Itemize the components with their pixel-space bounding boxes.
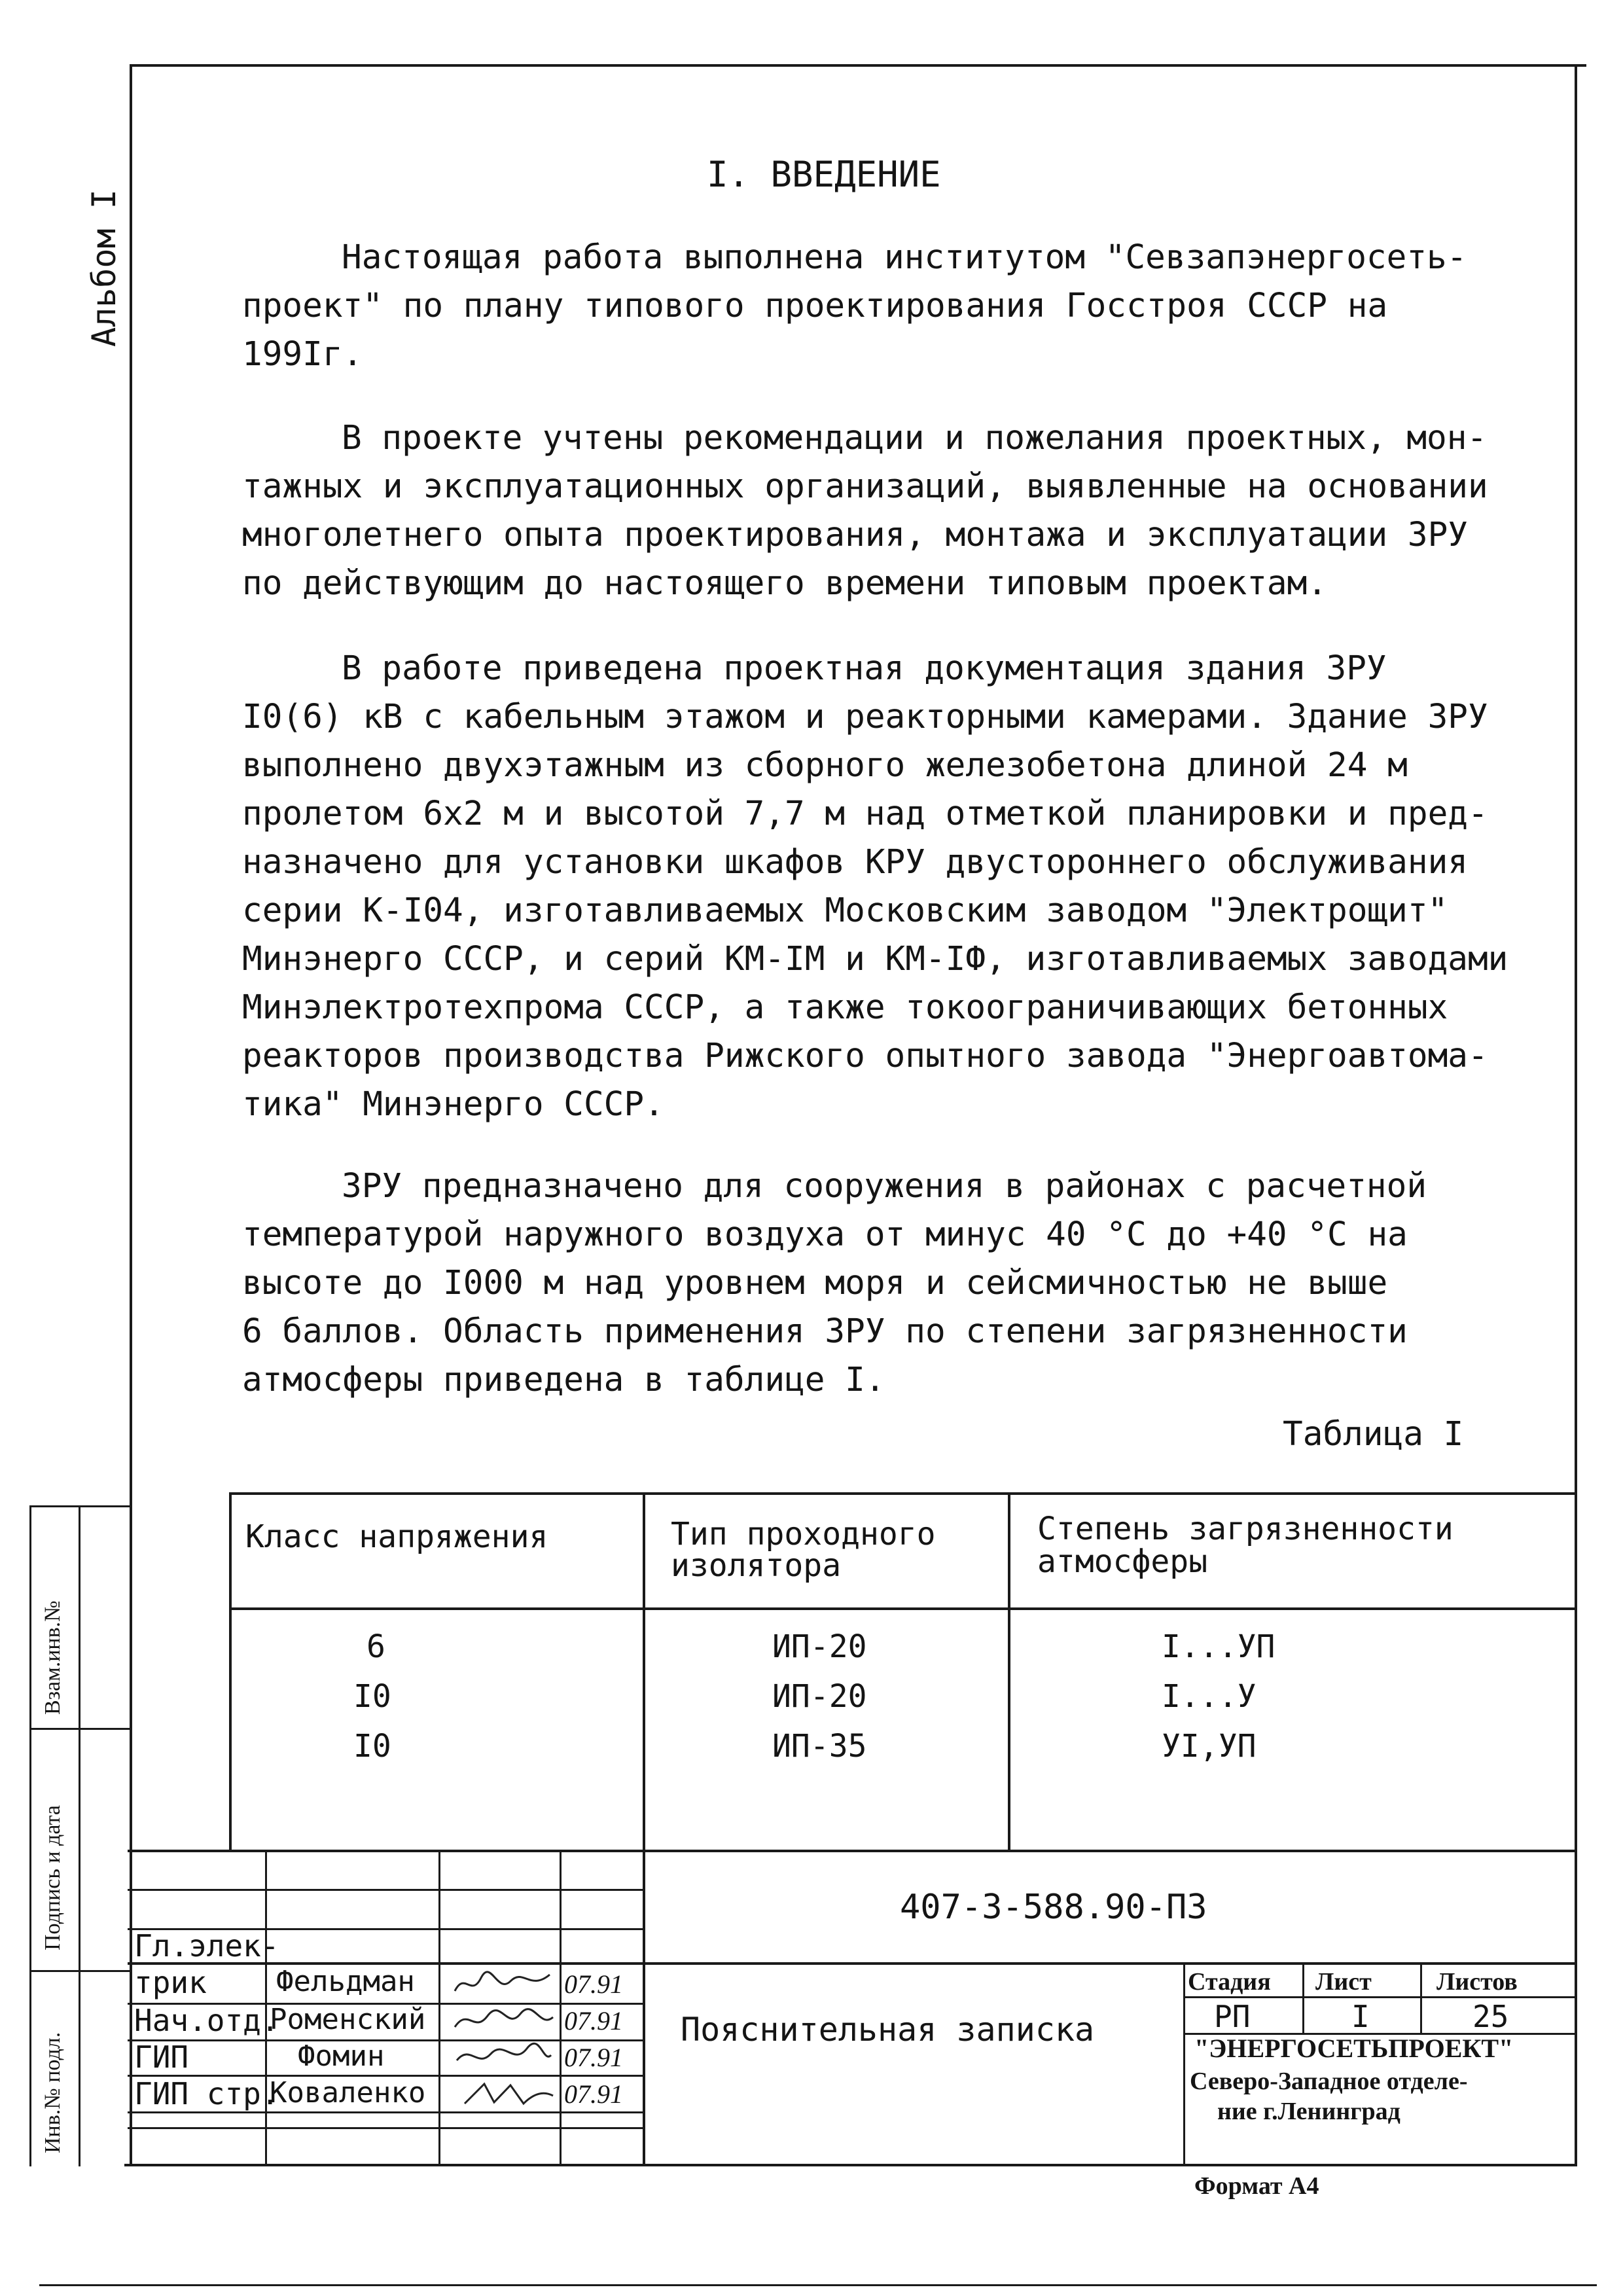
text-line: реакторов производства Рижского опытного завода "Энергоавтома- <box>242 1037 1488 1075</box>
paragraph-1 <box>242 234 1525 379</box>
text-line: Настоящая работа выполнена институтом "Севзапэнергосеть- <box>342 238 1467 277</box>
table-cell: ИП-35 <box>772 1728 867 1765</box>
text-line: выполнено двухэтажным из сборного железобетона длиной 24 м <box>242 746 1408 785</box>
signature-squiggle <box>458 2077 556 2110</box>
replace-inv-label: Взам.инв.№ <box>41 1600 65 1715</box>
margin-strip-top <box>29 1505 131 1507</box>
stamp-row-6 <box>128 2111 645 2113</box>
sheets-value: 25 <box>1472 1999 1509 2034</box>
text-line: I0(6) кВ с кабельным этажом и реакторными камерами. Здание ЗРУ <box>242 698 1488 736</box>
text-line: многолетнего опыта проектирования, монтажа и эксплуатации ЗРУ <box>242 516 1468 554</box>
signature-squiggle <box>452 2004 556 2038</box>
stamp-date: 07.91 <box>564 2079 623 2109</box>
album-label: Альбом I <box>85 189 123 347</box>
margin-strip-left <box>29 1505 31 2166</box>
stamp-col-c <box>560 1850 562 2166</box>
stamp-top <box>128 1850 1577 1852</box>
stamp-date: 07.91 <box>564 1969 623 1999</box>
sheet-value: I <box>1351 1999 1370 2034</box>
table-cell: 6 <box>366 1628 385 1665</box>
stamp-col-b <box>438 1850 440 2166</box>
format-label: Формат А4 <box>1194 2172 1319 2200</box>
org-dept: Северо-Западное отделе- <box>1190 2068 1468 2095</box>
org-name: "ЭНЕРГОСЕТЬПРОЕКТ" <box>1194 2034 1514 2063</box>
text-line: температурой наружного воздуха от минус 40 °С до +40 °С на <box>242 1215 1408 1254</box>
text-line: высоте до I000 м над уровнем моря и сейсмичностью не выше <box>242 1264 1388 1302</box>
stamp-role: ГИП <box>134 2039 189 2075</box>
paragraph-2 <box>242 414 1525 608</box>
stamp-name: Фельдман <box>276 1965 415 1998</box>
text-line: В работе приведена проектная документация здания ЗРУ <box>342 649 1387 688</box>
stamp-row-4 <box>128 2039 645 2041</box>
signature-squiggle <box>452 1965 556 2000</box>
text-line: Минэнерго СССР, и серий КМ-IМ и КМ-IФ, изготавливаемых заводами <box>242 940 1508 978</box>
stamp-date: 07.91 <box>564 2006 623 2036</box>
table-header-bottom <box>229 1607 1577 1610</box>
stage-label: Стадия <box>1188 1968 1271 1996</box>
table-header-voltage: Класс напряжения <box>245 1518 548 1555</box>
stamp-info-left <box>1183 1964 1185 2166</box>
stamp-role: Нач.отд. <box>134 2003 279 2038</box>
text-line: 6 баллов. Область применения ЗРУ по степени загрязненности <box>242 1312 1408 1351</box>
table-cell: ИП-20 <box>772 1678 867 1715</box>
stamp-role: Гл.элек- <box>134 1928 279 1964</box>
text-line: тажных и эксплуатационных организаций, выявленные на основании <box>242 467 1488 506</box>
stamp-row-7 <box>128 2127 645 2129</box>
paragraph-4 <box>242 1162 1525 1405</box>
table-header-insulator-1: Тип проходного <box>671 1516 936 1552</box>
margin-div-2 <box>29 1970 131 1972</box>
page-heading: I. ВВЕДЕНИЕ <box>707 154 941 195</box>
text-line: серии К-I04, изготавливаемых Московским заводом "Электрощит" <box>242 891 1448 930</box>
text-line: 199Iг. <box>242 335 363 374</box>
table-header-pollution-1: Степень загрязненности <box>1037 1511 1454 1547</box>
stamp-name: Роменский <box>270 2003 426 2036</box>
org-city: ние г.Ленинград <box>1217 2098 1400 2125</box>
table-col-1 <box>643 1492 645 1852</box>
stamp-name: Фомин <box>298 2039 385 2073</box>
text-line: В проекте учтены рекомендации и пожелания проектных, мон- <box>342 419 1488 457</box>
stamp-info-col-2 <box>1420 1964 1422 2034</box>
table-cell: I...У <box>1162 1678 1257 1715</box>
table-cell: I0 <box>353 1728 391 1765</box>
sheet-label: Лист <box>1315 1968 1372 1996</box>
stamp-date: 07.91 <box>564 2043 623 2072</box>
table-cell: УI,УП <box>1162 1728 1257 1765</box>
table-caption: Таблица I <box>1283 1415 1464 1454</box>
sheets-label: Листов <box>1436 1968 1518 1996</box>
frame-top <box>131 64 1586 67</box>
paragraph-3 <box>242 645 1525 1129</box>
text-line: по действующим до настоящего времени типовым проектам. <box>242 564 1328 603</box>
table-header-pollution-2: атмосферы <box>1037 1543 1208 1580</box>
table-cell: ИП-20 <box>772 1628 867 1665</box>
table-header-insulator-2: изолятора <box>671 1547 842 1584</box>
stamp-name: Коваленко <box>270 2076 426 2109</box>
margin-strip-right <box>79 1505 80 2166</box>
inv-no-label: Инв.№ подл. <box>41 2032 65 2153</box>
stamp-row-1 <box>128 1889 645 1891</box>
text-line: пролетом 6х2 м и высотой 7,7 м над отметкой планировки и пред- <box>242 795 1488 833</box>
text-line: тика" Минэнерго СССР. <box>242 1085 664 1124</box>
page-bottom-rule <box>39 2284 1597 2286</box>
signature <box>458 2077 556 2117</box>
table-cell: I...УП <box>1162 1628 1275 1665</box>
stamp-info-col-1 <box>1302 1964 1304 2034</box>
stamp-info-row-1 <box>1183 1996 1577 1998</box>
text-line: Минэлектротехпрома СССР, а также токоограничивающих бетонных <box>242 988 1448 1027</box>
signature <box>452 1965 556 2007</box>
stage-value: РП <box>1214 1999 1251 2034</box>
table-col-2 <box>1008 1492 1010 1852</box>
signature-squiggle <box>452 2041 556 2073</box>
doc-title: Пояснительная записка <box>681 2011 1095 2049</box>
text-line: ЗРУ предназначено для сооружения в районах с расчетной <box>342 1167 1427 1206</box>
table-cell: I0 <box>353 1678 391 1715</box>
signature <box>452 2041 556 2080</box>
text-line: назначено для установки шкафов КРУ двустороннего обслуживания <box>242 843 1468 882</box>
text-line: атмосферы приведена в таблице I. <box>242 1361 885 1399</box>
stamp-role: ГИП стр. <box>134 2076 279 2111</box>
table-top <box>229 1492 1577 1495</box>
text-line: проект" по плану типового проектирования Госстроя СССР на <box>242 287 1388 325</box>
stamp-col-d <box>643 1850 645 2166</box>
margin-div-1 <box>29 1728 131 1730</box>
doc-code: 407-3-588.90-ПЗ <box>900 1888 1207 1927</box>
frame-bottom <box>124 2164 1577 2166</box>
table-left <box>229 1492 232 1852</box>
signature <box>452 2004 556 2045</box>
stamp-role: трик <box>134 1965 207 2000</box>
sign-date-label: Подпись и дата <box>41 1805 65 1950</box>
